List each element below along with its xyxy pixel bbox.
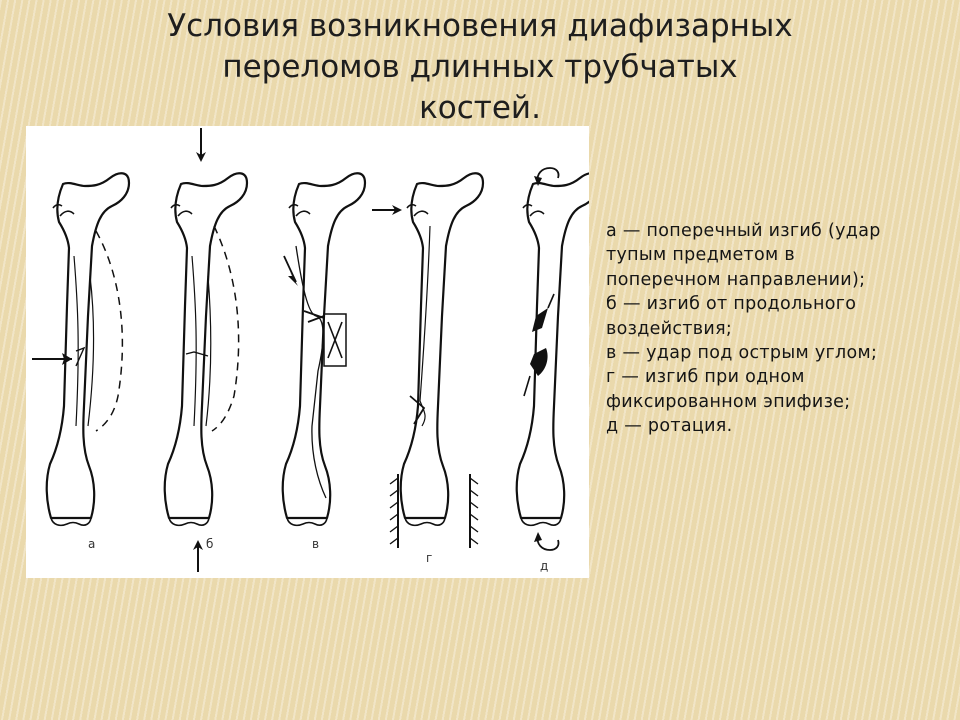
- caption-line: тупым предметом в: [606, 245, 796, 266]
- caption-line: д — ротация.: [606, 416, 733, 437]
- bone-fracture-figure: [26, 126, 589, 578]
- slide-title: [120, 6, 840, 129]
- figure-label-a: а: [88, 537, 96, 551]
- title-line-2: переломов длинных трубчатых: [222, 49, 738, 85]
- caption-line: воздействия;: [606, 318, 733, 339]
- title-line-1: Условия возникновения диафизарных: [167, 8, 793, 44]
- title-line-3: костей.: [419, 90, 541, 126]
- bone-a: [32, 173, 129, 525]
- caption-line: б — изгиб от продольного: [606, 294, 857, 315]
- figure-label-v: в: [312, 537, 320, 551]
- figure-label-d: д: [540, 559, 549, 573]
- figure-caption: [606, 219, 946, 439]
- bone-g: [372, 173, 483, 548]
- figure-label-b: б: [206, 537, 214, 551]
- caption-line: поперечном направлении);: [606, 269, 866, 290]
- caption-line: а — поперечный изгиб (удар: [606, 221, 881, 241]
- bone-c: [283, 173, 365, 525]
- caption-line: г — изгиб при одном: [606, 367, 805, 388]
- caption-line: фиксированном эпифизе;: [606, 391, 851, 412]
- caption-line: в — удар под острым углом;: [606, 343, 878, 364]
- figure-drawing: [26, 126, 589, 578]
- bone-b: [165, 128, 247, 572]
- bone-d: [517, 168, 589, 550]
- figure-label-g: г: [426, 551, 433, 565]
